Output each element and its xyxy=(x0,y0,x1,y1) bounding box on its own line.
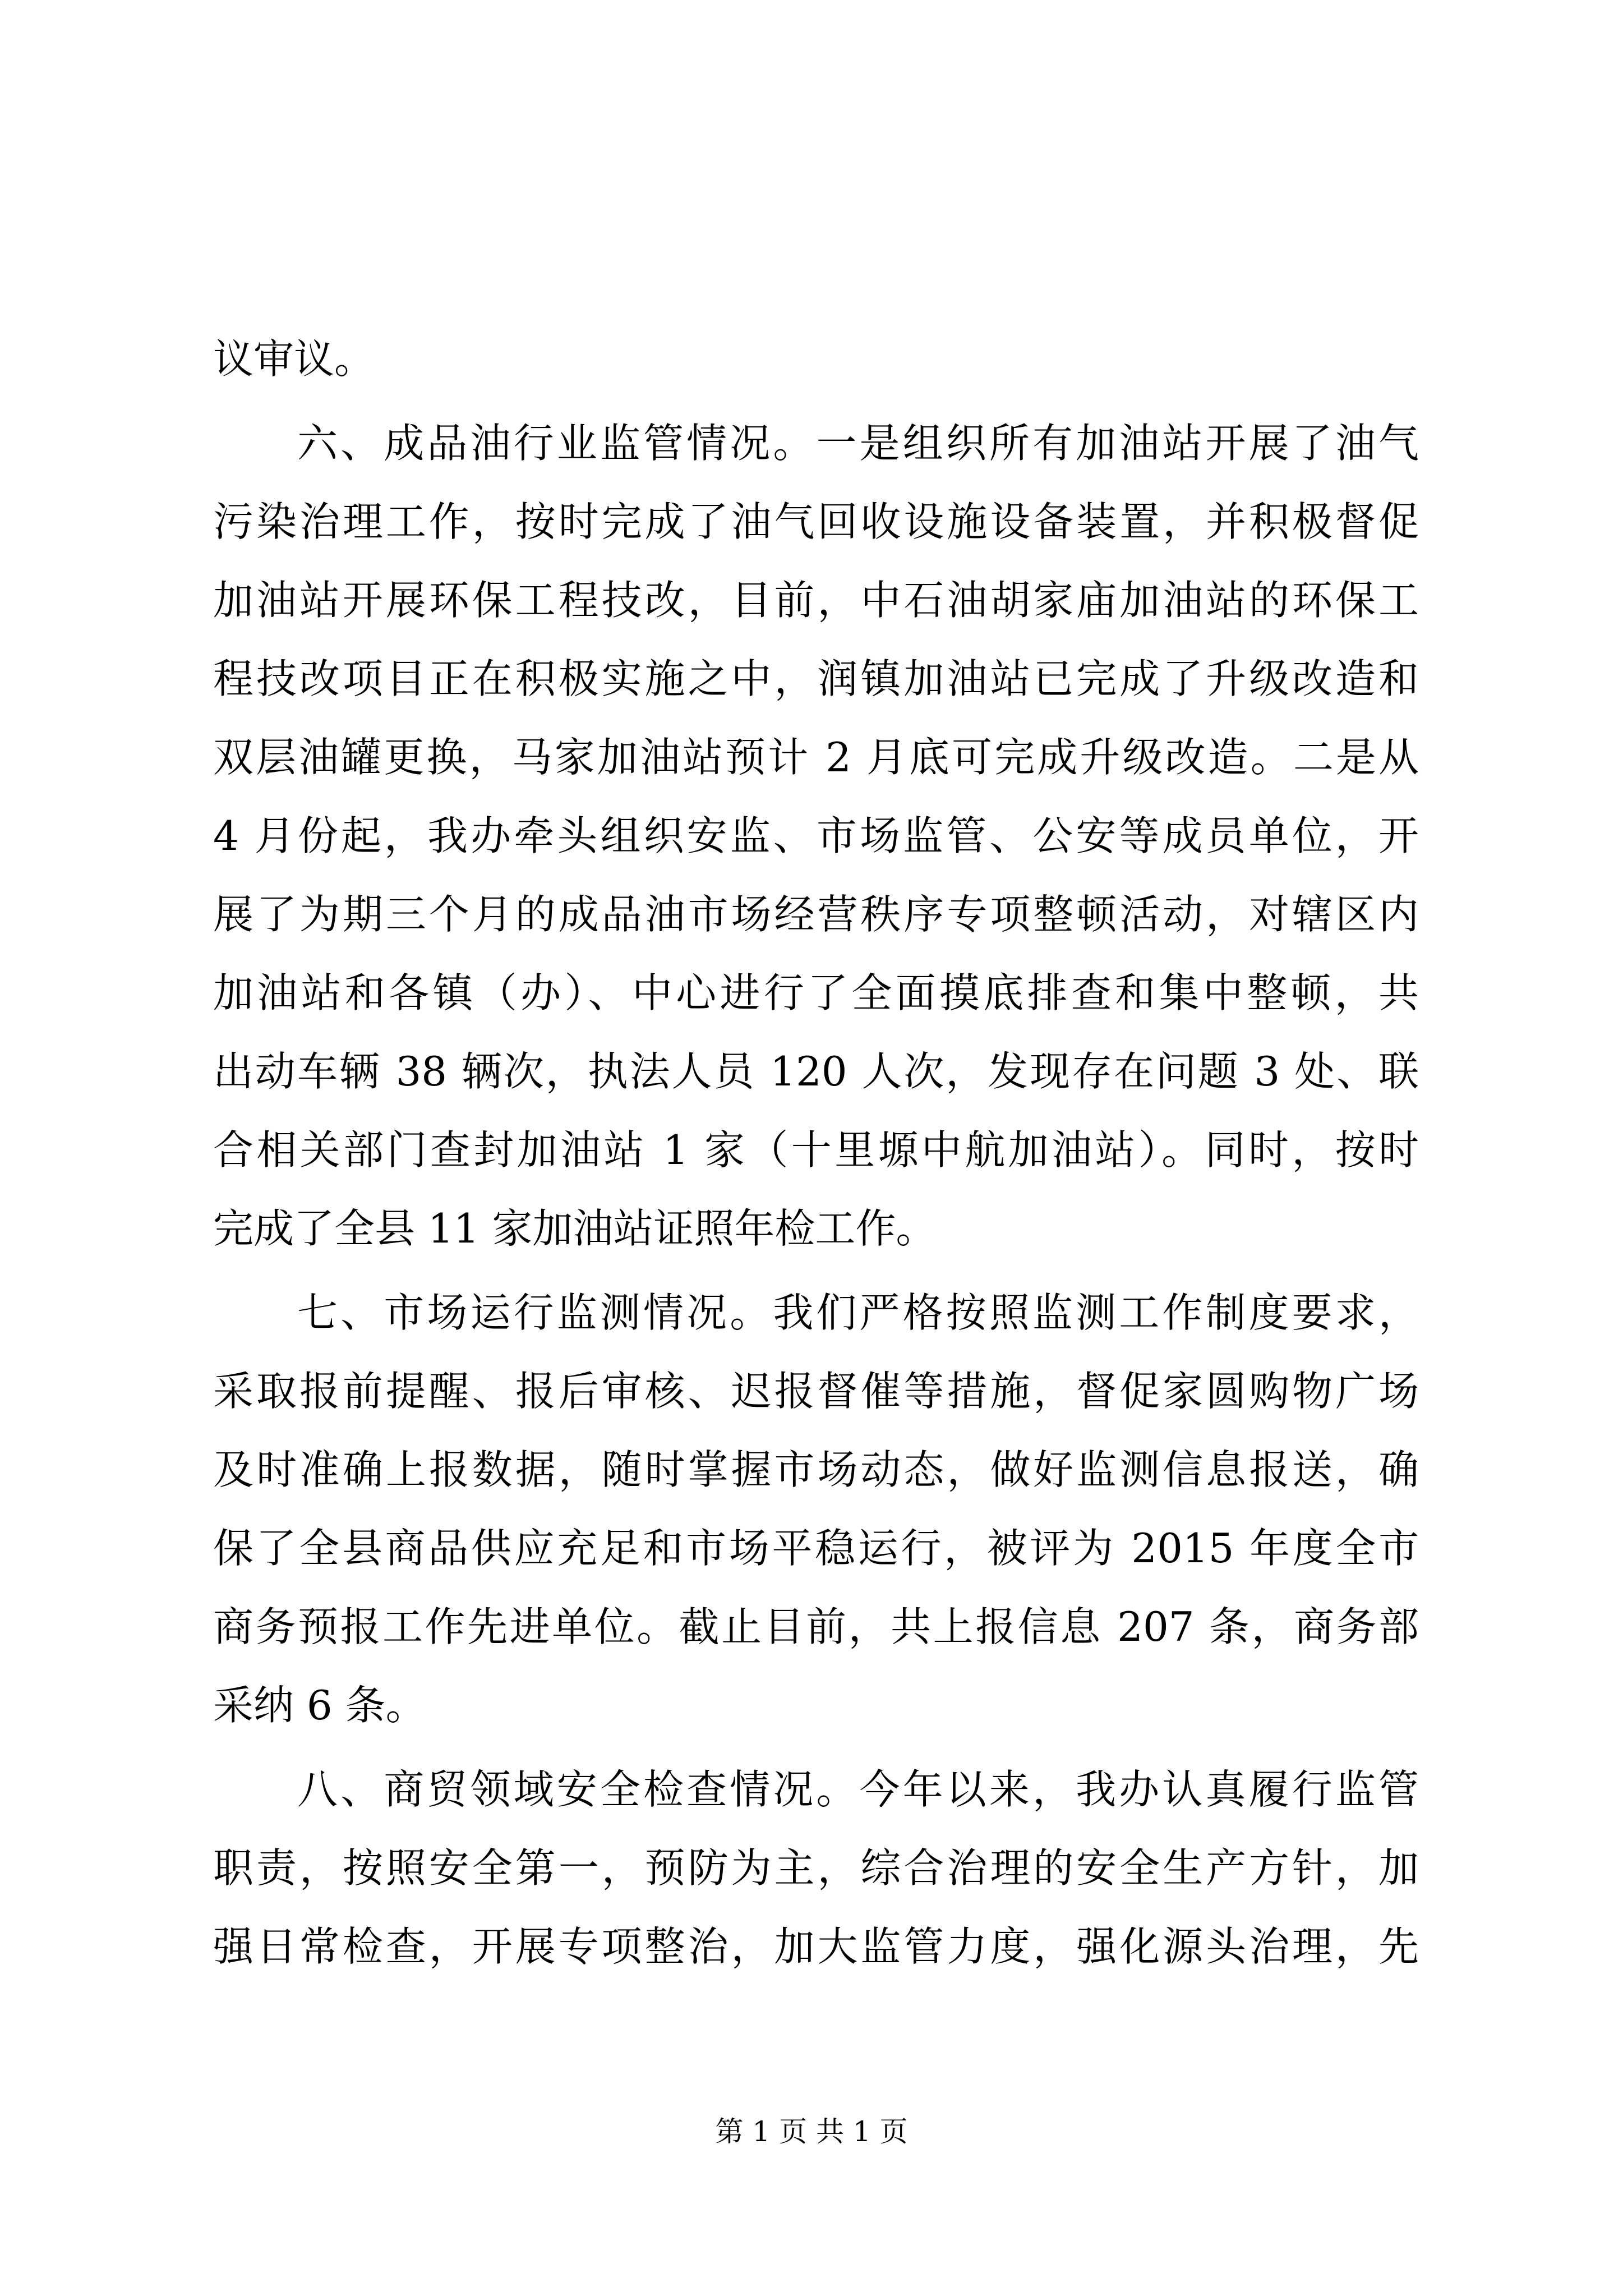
page-footer: 第 1 页 共 1 页 xyxy=(715,2115,908,2148)
text-line-3: 污染治理工作，按时完成了油气回收设施设备装置，并积极督促 xyxy=(213,498,1419,545)
text-line-15: 及时准确上报数据，随时掌握市场动态，做好监测信息报送，确 xyxy=(213,1446,1419,1493)
text-line-8: 展了为期三个月的成品油市场经营秩序专项整顿活动，对辖区内 xyxy=(213,891,1419,938)
text-line-17: 商务预报工作先进单位。截止目前，共上报信息 207 条，商务部 xyxy=(213,1603,1419,1650)
text-line-11: 合相关部门查封加油站 1 家（十里塬中航加油站）。同时，按时 xyxy=(213,1126,1419,1174)
text-line-12: 完成了全县 11 家加油站证照年检工作。 xyxy=(213,1205,937,1252)
text-line-14: 采取报前提醒、报后审核、迟报督催等措施，督促家圆购物广场 xyxy=(213,1368,1419,1415)
text-line-18: 采纳 6 条。 xyxy=(213,1682,426,1729)
text-line-9: 加油站和各镇（办）、中心进行了全面摸底排查和集中整顿，共 xyxy=(213,969,1419,1016)
text-line-4: 加油站开展环保工程技改，目前，中石油胡家庙加油站的环保工 xyxy=(213,577,1419,624)
text-line-6: 双层油罐更换，马家加油站预计 2 月底可完成升级改造。二是从 xyxy=(213,734,1419,781)
text-line-13: 七、市场运行监测情况。我们严格按照监测工作制度要求， xyxy=(297,1289,1419,1336)
text-line-7: 4 月份起，我办牵头组织安监、市场监管、公安等成员单位，开 xyxy=(213,812,1419,859)
text-line-19: 八、商贸领域安全检查情况。今年以来，我办认真履行监管 xyxy=(297,1766,1419,1813)
text-line-21: 强日常检查，开展专项整治，加大监管力度，强化源头治理，先 xyxy=(213,1923,1419,1970)
text-line-1: 议审议。 xyxy=(213,335,375,383)
text-line-10: 出动车辆 38 辆次，执法人员 120 人次，发现存在问题 3 处、联 xyxy=(213,1048,1419,1095)
text-line-20: 职责，按照安全第一，预防为主，综合治理的安全生产方针，加 xyxy=(213,1844,1419,1892)
text-line-16: 保了全县商品供应充足和市场平稳运行，被评为 2015 年度全市 xyxy=(213,1525,1419,1572)
text-line-5: 程技改项目正在积极实施之中，润镇加油站已完成了升级改造和 xyxy=(213,655,1419,702)
text-line-2: 六、成品油行业监管情况。一是组织所有加油站开展了油气 xyxy=(297,420,1419,467)
